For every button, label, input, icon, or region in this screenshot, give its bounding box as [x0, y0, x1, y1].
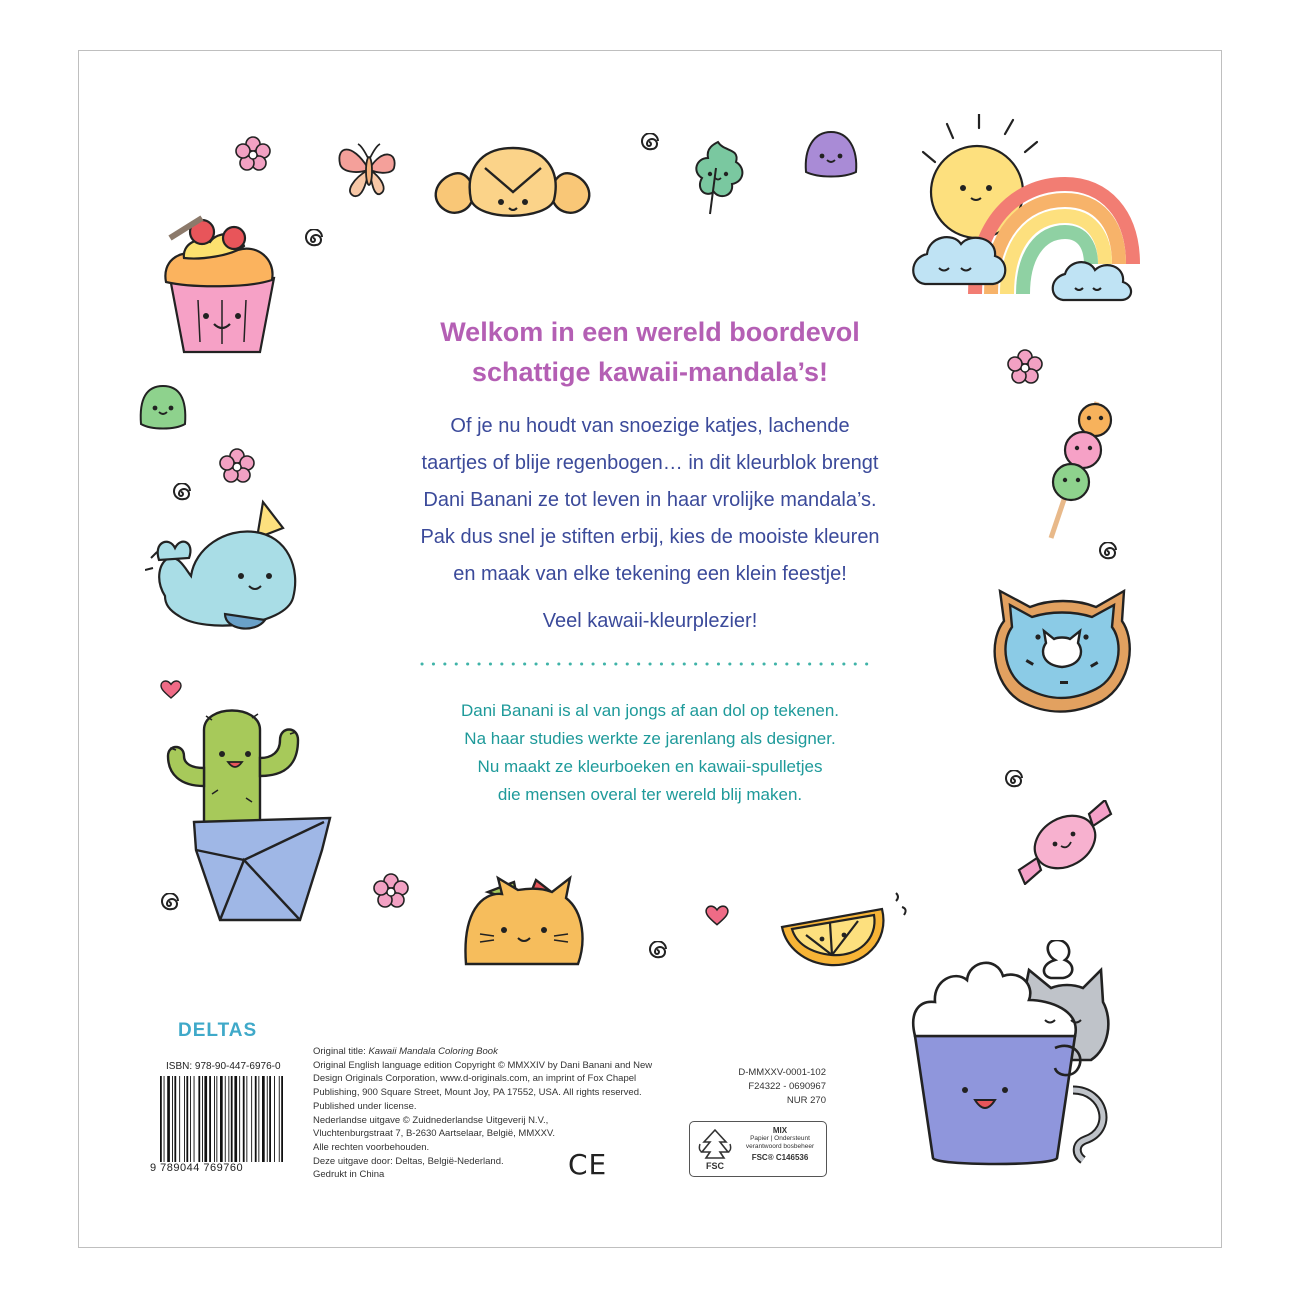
narwhal-icon: [145, 498, 310, 638]
bio-line: die mensen overal ter wereld blij maken.: [497, 785, 803, 804]
cupcake-icon: [158, 212, 283, 357]
butterfly-icon: [332, 138, 404, 204]
fsc-label: [689, 1121, 827, 1177]
swirl-icon: [302, 229, 324, 251]
intro-line: Pak dus snel je stiften erbij, kies de mooiste kleuren: [420, 526, 880, 548]
closing-line: Veel kawaii-kleurplezier!: [542, 610, 758, 632]
swirl-icon: [1002, 770, 1024, 792]
bio-line: Dani Banani is al van jongs af aan dol op tekenen.: [460, 701, 840, 720]
intro-line: taartjes of blije regenbogen… in dit kleurblok brengt: [421, 452, 879, 474]
bio-line: Na haar studies werkte ze jarenlang als designer.: [464, 729, 836, 748]
product-code: F24322 - 0690967: [748, 1081, 826, 1092]
author-bio: [330, 697, 970, 809]
fsc-line: Papier | Ondersteunt: [750, 1135, 810, 1142]
product-code: D-MMXXV-0001-102: [738, 1067, 826, 1078]
intro-line: Of je nu houdt van snoezige katjes, lachende: [450, 415, 850, 437]
candy-icon: [1015, 800, 1115, 885]
legal-notice: [313, 1045, 713, 1182]
cat-donut-icon: [990, 585, 1135, 715]
flower-icon: [234, 135, 272, 173]
product-code: NUR 270: [786, 1095, 826, 1106]
taco-cat-icon: [458, 872, 588, 972]
swirl-icon: [1096, 542, 1118, 564]
gumdrop-icon: [800, 128, 862, 180]
isbn-label: ISBN: 978-90-447-6976-0: [166, 1061, 281, 1072]
dotted-divider: [420, 660, 880, 668]
original-title-line: [313, 1045, 713, 1059]
fsc-text: [738, 1127, 822, 1162]
headline: [300, 312, 1000, 392]
legal-line: Original English language edition Copyright © MMXXIV by Dani Banani and New: [313, 1059, 653, 1071]
legal-line: Nederlandse uitgave © Zuidnederlandse Uitgeverij N.V.,: [313, 1114, 549, 1126]
dango-icon: [1035, 398, 1125, 543]
cat-mug-icon: [905, 940, 1115, 1172]
publisher-logo: DELTAS: [178, 1020, 258, 1041]
fsc-logo-text: FSC: [706, 1161, 724, 1171]
headline-line: schattige kawaii-mandala’s!: [471, 357, 829, 387]
croissant-icon: [425, 140, 600, 235]
legal-line: Gedrukt in China: [313, 1169, 385, 1181]
product-codes: [700, 1066, 826, 1108]
intro-line: Dani Banani ze tot leven in haar vrolijke mandala’s.: [423, 489, 877, 511]
ce-mark: CE: [568, 1148, 608, 1181]
heart-icon: [705, 905, 729, 927]
legal-line: Published under license.: [313, 1100, 417, 1112]
lemon-slice-icon: [778, 885, 913, 970]
fsc-mix: MIX: [772, 1126, 788, 1135]
legal-line: Deze uitgave door: Deltas, België-Nederland.: [313, 1155, 504, 1167]
intro-paragraph: [330, 408, 970, 593]
barcode-number: 9 789044 769760: [150, 1162, 244, 1174]
swirl-icon: [638, 133, 660, 155]
original-title: Kawaii Mandala Coloring Book: [368, 1046, 498, 1057]
cactus-icon: [160, 690, 340, 922]
leaf-icon: [688, 138, 750, 218]
swirl-icon: [646, 941, 668, 963]
headline-line: Welkom in een wereld boordevol: [440, 317, 860, 347]
legal-line: Alle rechten voorbehouden.: [313, 1141, 430, 1153]
sun-rainbow-icon: [905, 114, 1145, 308]
flower-icon: [372, 872, 410, 910]
legal-line: Design Originals Corporation, www.d-originals.com, an imprint of Fox Chapel: [313, 1073, 637, 1085]
fsc-tree-icon: [696, 1126, 734, 1172]
bio-line: Nu maakt ze kleurboeken en kawaii-spulletjes: [477, 757, 823, 776]
swirl-icon: [158, 893, 180, 915]
intro-line: en maak van elke tekening een klein feestje!: [453, 563, 847, 585]
original-title-label: Original title:: [313, 1046, 366, 1057]
flower-icon: [218, 447, 256, 485]
flower-icon: [1006, 348, 1044, 386]
legal-line: Publishing, 900 Square Street, Mount Joy, PA 17552, USA. All rights reserved.: [313, 1087, 642, 1099]
legal-line: Vluchtenburgstraat 7, B-2630 Aartselaar, België, MMXXV.: [313, 1128, 556, 1140]
fsc-line: verantwoord bosbeheer: [745, 1143, 815, 1150]
barcode: [158, 1076, 286, 1162]
gumdrop-icon: [135, 380, 190, 432]
fsc-code: FSC® C146536: [751, 1153, 809, 1162]
